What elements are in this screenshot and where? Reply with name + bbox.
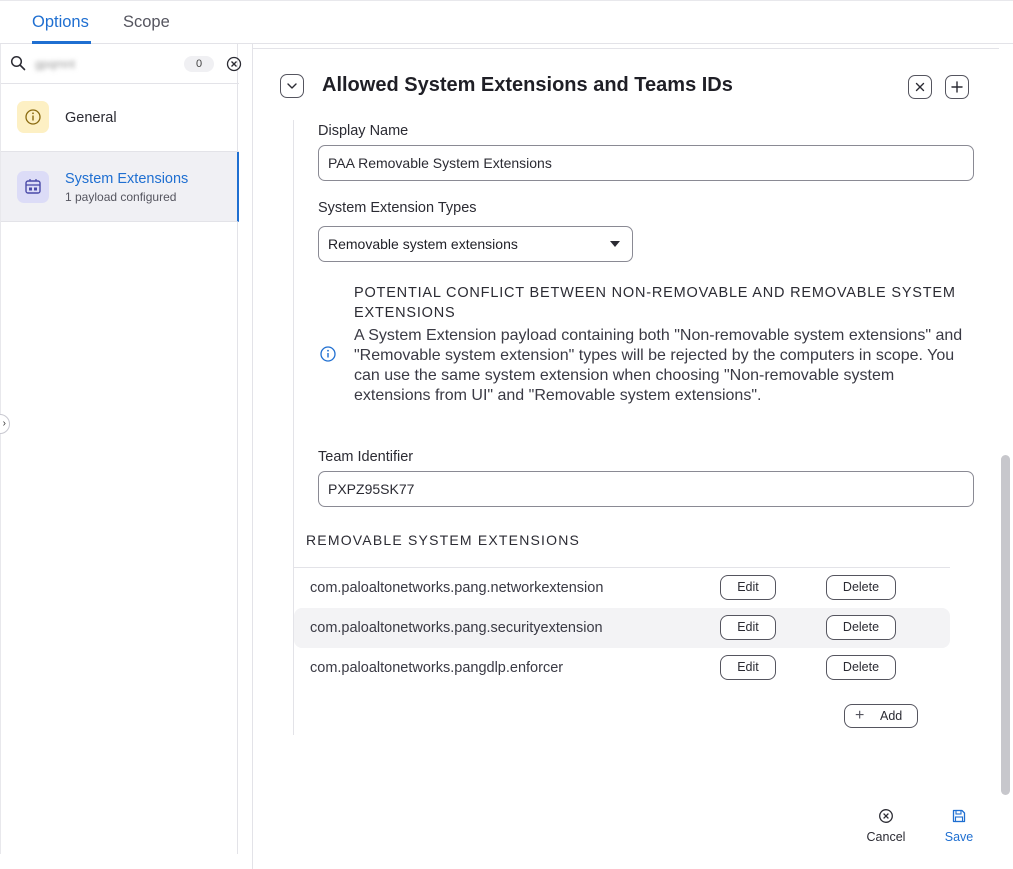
- sidebar-item-system-extensions[interactable]: [1, 152, 239, 222]
- tab-scope[interactable]: Scope: [123, 13, 170, 31]
- divider: [253, 48, 999, 49]
- extension-types-label: System Extension Types: [318, 200, 477, 216]
- tab-options[interactable]: Options: [32, 13, 89, 31]
- conflict-warning-body: A System Extension payload containing both "Non-removable system extensions" and "Removable system extension" types will be rejected by the computers in scope. You can use the same system extension when choosing "Non-removable system extensions from UI" and "Removable system extensions".: [354, 327, 963, 404]
- section-title: Allowed System Extensions and Teams IDs: [322, 74, 733, 96]
- cancel-label: Cancel: [866, 830, 906, 844]
- delete-button[interactable]: Delete: [826, 575, 896, 600]
- sidebar-item-label: System Extensions: [65, 171, 189, 187]
- sidebar-item-sublabel: 1 payload configured: [65, 190, 177, 204]
- add-section-button[interactable]: [945, 75, 969, 99]
- close-icon: [908, 75, 932, 99]
- cancel-icon: [878, 808, 894, 824]
- save-button[interactable]: [938, 808, 980, 846]
- search-icon: [10, 55, 26, 71]
- info-icon: [319, 345, 337, 363]
- sidebar: [0, 44, 238, 854]
- plus-icon: [945, 75, 969, 99]
- add-label: Add: [880, 709, 903, 723]
- sidebar-search: [1, 44, 239, 84]
- team-identifier-label: Team Identifier: [318, 449, 414, 465]
- delete-button[interactable]: Delete: [826, 615, 896, 640]
- save-icon: [951, 808, 967, 824]
- plus-icon: +: [855, 707, 865, 724]
- display-name-label: Display Name: [318, 123, 409, 139]
- system-extension-icon: [17, 171, 49, 203]
- extension-bundle-id: com.paloaltonetworks.pang.securityextension: [310, 620, 603, 636]
- edit-button[interactable]: Edit: [720, 615, 776, 640]
- list-item: [294, 608, 950, 648]
- edit-button[interactable]: Edit: [720, 575, 776, 600]
- save-label: Save: [944, 830, 974, 844]
- general-icon-box: [17, 101, 49, 133]
- conflict-warning-title: POTENTIAL CONFLICT BETWEEN NON-REMOVABLE AND REMOVABLE SYSTEM EXTENSIONS: [354, 285, 956, 321]
- delete-button[interactable]: Delete: [826, 655, 896, 680]
- tab-bar: [0, 0, 1013, 44]
- extension-bundle-id: com.paloaltonetworks.pangdlp.enforcer: [310, 660, 564, 676]
- info-icon: [17, 101, 49, 133]
- sidebar-item-label: General: [65, 110, 117, 126]
- search-count-badge: 0: [184, 56, 214, 72]
- extension-types-select[interactable]: [318, 226, 633, 262]
- team-identifier-input[interactable]: [318, 471, 974, 507]
- scrollbar[interactable]: [1001, 455, 1010, 795]
- list-item: [294, 648, 950, 688]
- sidebar-collapse-handle[interactable]: ›: [0, 414, 10, 434]
- clear-search-icon[interactable]: [226, 56, 242, 72]
- display-name-input[interactable]: [318, 145, 974, 181]
- caret-down-icon: [610, 241, 620, 247]
- list-item: [294, 568, 950, 608]
- extension-types-value: Removable system extensions: [328, 236, 518, 252]
- section-collapse-button[interactable]: [280, 74, 304, 98]
- sidebar-item-general[interactable]: [1, 84, 239, 152]
- extension-bundle-id: com.paloaltonetworks.pang.networkextension: [310, 580, 604, 596]
- system-extensions-icon-box: [17, 171, 49, 203]
- cancel-button[interactable]: [862, 808, 910, 846]
- chevron-down-icon: [280, 74, 304, 98]
- edit-button[interactable]: Edit: [720, 655, 776, 680]
- add-extension-button[interactable]: [844, 704, 918, 728]
- remove-section-button[interactable]: [908, 75, 932, 99]
- extensions-list-heading: REMOVABLE SYSTEM EXTENSIONS: [306, 532, 581, 548]
- search-input[interactable]: [33, 54, 173, 74]
